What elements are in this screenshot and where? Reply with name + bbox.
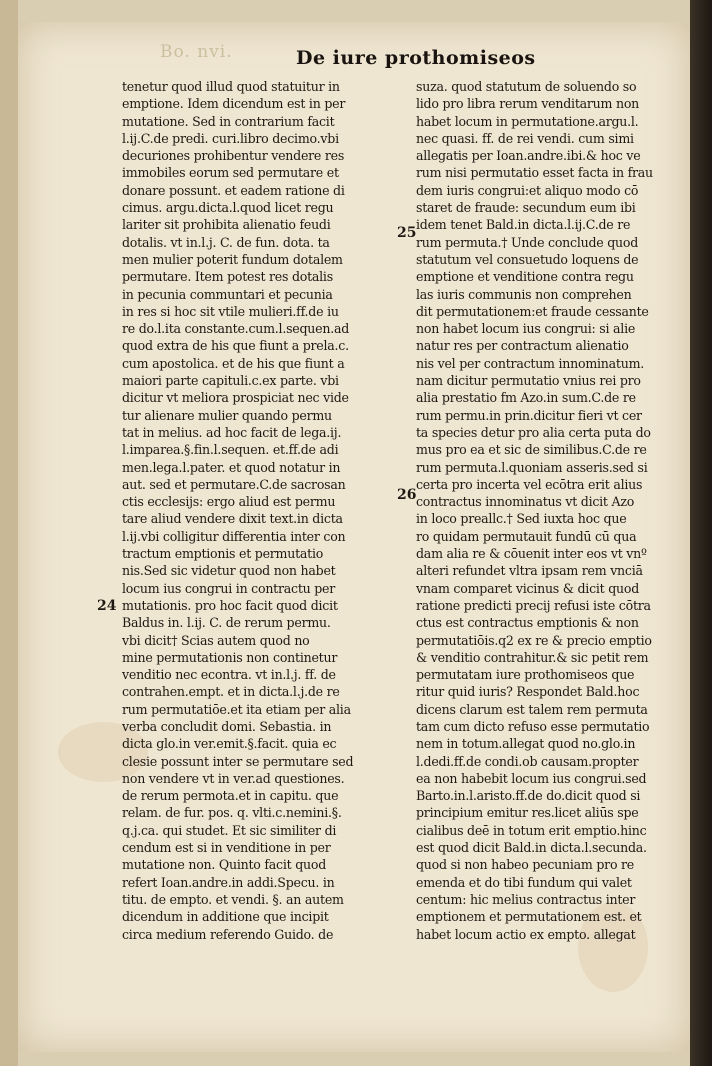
text-line: & venditio contrahitur.& sic petit rem — [416, 649, 649, 665]
text-line: dotalis. vt in.l.j. C. de fun. dota. ta — [122, 234, 330, 250]
text-line: vbi dicit† Scias autem quod no — [122, 632, 310, 648]
text-line: ratione predicti precij refusi iste cōtra — [416, 597, 651, 613]
text-column-right — [416, 78, 684, 943]
text-line: mutatione non. Quinto facit quod — [122, 857, 327, 873]
section-marker-25: 25 — [397, 225, 417, 241]
text-line: contractus innominatus vt dicit Azo — [416, 494, 635, 510]
text-line: in pecunia communtari et pecunia — [122, 286, 333, 302]
section-marker-24: 24 — [97, 598, 117, 614]
text-line: dicens clarum est talem rem permuta — [416, 701, 648, 717]
text-line: las iuris communis non comprehen — [416, 286, 632, 302]
text-line: rum permu.in prin.dicitur fieri vt cer — [416, 407, 642, 423]
text-line: immobiles eorum sed permutare et — [122, 165, 339, 181]
text-line: idem tenet Bald.in dicta.l.ij.C.de re — [416, 217, 631, 233]
text-line: venditio nec econtra. vt in.l.j. ff. de — [122, 667, 336, 683]
text-line: refert Ioan.andre.in addi.Specu. in — [122, 874, 335, 890]
text-line: vnam comparet vicinus & dicit quod — [416, 580, 640, 596]
text-line: allegatis per Ioan.andre.ibi.& hoc ve — [416, 148, 641, 164]
text-line: staret de fraude: secundum eum ibi — [416, 200, 636, 216]
text-line: principium emitur res.licet aliūs spe — [416, 805, 639, 821]
text-line: emptione et venditione contra regu — [416, 269, 634, 285]
text-line: alteri refundet vltra ipsam rem vnciā — [416, 563, 643, 579]
text-line: ritur quid iuris? Respondet Bald.hoc — [416, 684, 640, 700]
text-line: dit permutationem:et fraude cessante — [416, 303, 649, 319]
text-line: titu. de empto. et vendi. §. an autem — [122, 891, 344, 907]
text-line: cialibus deē in totum erit emptio.hinc — [416, 822, 647, 838]
text-line: mine permutationis non continetur — [122, 649, 338, 665]
text-line: quod extra de his que fiunt a prela.c. — [122, 338, 349, 354]
text-line: dem iuris congrui:et aliquo modo cō — [416, 182, 639, 198]
text-line: ta species detur pro alia certa puta do — [416, 424, 651, 440]
text-line: nec quasi. ff. de rei vendi. cum simi — [416, 130, 634, 146]
text-line: rum nisi permutatio esset facta in frau — [416, 165, 653, 181]
text-line: mutatione. Sed in contrarium facit — [122, 113, 335, 129]
text-line: de rerum permota.et in capitu. que — [122, 788, 339, 804]
text-line: ctus est contractus emptionis & non — [416, 615, 639, 631]
binding-edge-left — [0, 0, 18, 1066]
text-line: centum: hic melius contractus inter — [416, 891, 636, 907]
text-line: natur res per contractum alienatio — [416, 338, 629, 354]
text-line: nis.Sed sic videtur quod non habet — [122, 563, 336, 579]
text-line: Barto.in.l.aristo.ff.de do.dicit quod si — [416, 788, 641, 804]
text-line: nem in totum.allegat quod no.glo.in — [416, 736, 636, 752]
binding-edge-right — [690, 0, 712, 1066]
text-line: rum permuta.l.quoniam asseris.sed si — [416, 459, 648, 475]
text-line: statutum vel consuetudo loquens de — [416, 251, 639, 267]
text-line: tam cum dicto refuso esse permutatio — [416, 718, 650, 734]
text-line: alia prestatio fm Azo.in sum.C.de re — [416, 390, 636, 406]
text-line: est quod dicit Bald.in dicta.l.secunda. — [416, 840, 647, 856]
text-line: rum permutatiōe.et ita etiam per alia — [122, 701, 351, 717]
text-line: men mulier poterit fundum dotalem — [122, 251, 343, 267]
text-line: tenetur quod illud quod statuitur in — [122, 79, 340, 94]
text-line: re do.l.ita constante.cum.l.sequen.ad — [122, 321, 350, 337]
text-column-left — [122, 78, 390, 943]
text-line: ctis ecclesijs: ergo aliud est permu — [122, 494, 336, 510]
text-line: permutatiōis.q2 ex re & precio emptio — [416, 632, 652, 648]
section-marker-26: 26 — [397, 487, 417, 503]
show-through-header: Bo. nvi. — [160, 42, 233, 62]
text-line: permutatam iure prothomiseos que — [416, 667, 635, 683]
text-line: emptionem et permutationem est. et — [416, 909, 642, 925]
text-line: certa pro incerta vel ecōtra erit alius — [416, 476, 643, 492]
text-line: mus pro ea et sic de similibus.C.de re — [416, 442, 647, 458]
text-line: Baldus in. l.ij. C. de rerum permu. — [122, 615, 331, 631]
text-line: cum apostolica. et de his que fiunt a — [122, 355, 345, 371]
text-line: suza. quod statutum de soluendo so — [416, 79, 637, 94]
text-line: non habet locum ius congrui: si alie — [416, 321, 636, 337]
text-line: emenda et do tibi fundum qui valet — [416, 874, 632, 890]
text-line: tat in melius. ad hoc facit de lega.ij. — [122, 424, 342, 440]
text-line: q.j.ca. qui studet. Et sic similiter di — [122, 822, 337, 838]
text-line: relam. de fur. pos. q. vlti.c.nemini.§. — [122, 805, 342, 821]
text-line: rum permuta.† Unde conclude quod — [416, 234, 639, 250]
text-line: decuriones prohibentur vendere res — [122, 148, 345, 164]
text-line: dicitur vt meliora prospiciat nec vide — [122, 390, 349, 406]
text-line: non vendere vt in ver.ad questiones. — [122, 770, 345, 786]
text-line: dicta glo.in ver.emit.§.facit. quia ec — [122, 736, 337, 752]
text-line: ro quidam permutauit fundū cū qua — [416, 528, 637, 544]
text-line: l.dedi.ff.de condi.ob causam.propter — [416, 753, 639, 769]
text-line: tare aliud vendere dixit text.in dicta — [122, 511, 343, 527]
text-line: cimus. argu.dicta.l.quod licet regu — [122, 200, 334, 216]
text-line: contrahen.empt. et in dicta.l.j.de re — [122, 684, 340, 700]
text-line: nam dicitur permutatio vnius rei pro — [416, 373, 641, 389]
text-line: tur alienare mulier quando permu — [122, 407, 332, 423]
text-line: mutationis. pro hoc facit quod dicit — [122, 597, 338, 613]
text-line: donare possunt. et eadem ratione di — [122, 182, 345, 198]
text-line: lariter sit prohibita alienatio feudi — [122, 217, 331, 233]
text-line: verba concludit domi. Sebastia. in — [122, 718, 332, 734]
text-line: habet locum in permutatione.argu.l. — [416, 113, 639, 129]
text-line: permutare. Item potest res dotalis — [122, 269, 333, 285]
text-line: ea non habebit locum ius congrui.sed — [416, 770, 647, 786]
text-line: maiori parte capituli.c.ex parte. vbi — [122, 373, 339, 389]
text-line: l.ij.vbi colligitur differentia inter con — [122, 528, 346, 544]
text-line: lido pro libra rerum venditarum non — [416, 96, 640, 112]
text-line: quod si non habeo pecuniam pro re — [416, 857, 635, 873]
text-line: in res si hoc sit vtile mulieri.ff.de iu — [122, 303, 339, 319]
text-line: l.ij.C.de predi. curi.libro decimo.vbi — [122, 130, 339, 146]
text-line: in loco preallc.† Sed iuxta hoc que — [416, 511, 627, 527]
text-line: dam alia re & cōuenit inter eos vt vnº — [416, 546, 647, 562]
text-line: locum ius congrui in contractu per — [122, 580, 336, 596]
text-line: emptione. Idem dicendum est in per — [122, 96, 346, 112]
text-line: men.lega.l.pater. et quod notatur in — [122, 459, 341, 475]
text-line: aut. sed et permutare.C.de sacrosan — [122, 476, 346, 492]
text-line: dicendum in additione que incipit — [122, 909, 329, 925]
text-line: tractum emptionis et permutatio — [122, 546, 324, 562]
text-line: nis vel per contractum innominatum. — [416, 355, 645, 371]
text-line: circa medium referendo Guido. de — [122, 926, 334, 942]
text-line: cendum est si in venditione in per — [122, 840, 331, 856]
text-line: l.imparea.§.fin.l.sequen. et.ff.de adi — [122, 442, 339, 458]
text-line: clesie possunt inter se permutare sed — [122, 753, 354, 769]
text-line: habet locum actio ex empto. allegat — [416, 926, 636, 942]
running-head: De iure prothomiseos — [296, 47, 536, 69]
